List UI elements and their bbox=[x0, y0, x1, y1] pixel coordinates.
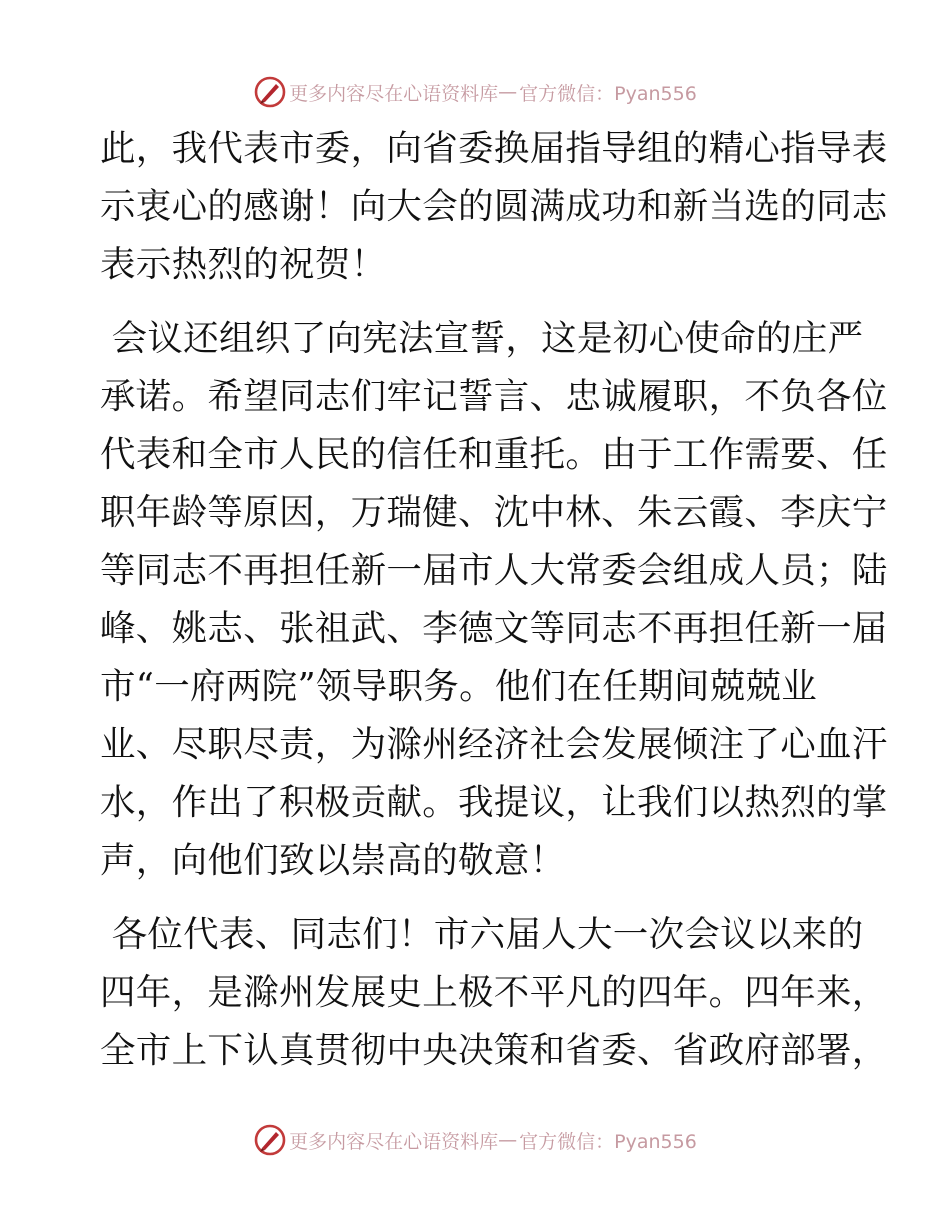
text-line: 等同志不再担任新一届市人大常委会组成人员；陆 bbox=[100, 550, 888, 591]
text-line: 此，我代表市委，向省委换届指导组的精心指导表 bbox=[100, 128, 888, 169]
banner-wechat: 官方微信：Pyan556 bbox=[519, 82, 697, 105]
text-line: 四年，是滁州发展史上极不平凡的四年。四年来， bbox=[100, 972, 888, 1013]
paragraph-2 bbox=[100, 310, 888, 890]
footer-banner bbox=[0, 1120, 950, 1160]
text-line: 声，向他们致以崇高的敬意！ bbox=[100, 840, 566, 881]
text-line: 会议还组织了向宪法宣誓，这是初心使命的庄严 bbox=[100, 318, 864, 359]
banner-site-name: 更多内容尽在心语资料库 bbox=[289, 82, 499, 105]
header-banner bbox=[0, 72, 950, 112]
document-body bbox=[100, 120, 888, 1080]
text-line: 代表和全市人民的信任和重托。由于工作需要、任 bbox=[100, 434, 888, 475]
banner-site-name: 更多内容尽在心语资料库 bbox=[289, 1130, 499, 1153]
text-line: 峰、姚志、张祖武、李德文等同志不再担任新一届 bbox=[100, 608, 888, 649]
text-line: 市“一府两院”领导职务。他们在任期间兢兢业 bbox=[100, 666, 818, 707]
pen-logo-icon bbox=[253, 75, 287, 109]
text-line: 示衷心的感谢！向大会的圆满成功和新当选的同志 bbox=[100, 186, 888, 227]
paragraph-3 bbox=[100, 906, 888, 1080]
text-line: 各位代表、同志们！市六届人大一次会议以来的 bbox=[100, 914, 864, 955]
text-line: 水，作出了积极贡献。我提议，让我们以热烈的掌 bbox=[100, 782, 888, 823]
banner-dash: — bbox=[498, 81, 518, 103]
banner-dash: — bbox=[498, 1129, 518, 1151]
text-line: 承诺。希望同志们牢记誓言、忠诚履职，不负各位 bbox=[100, 376, 888, 417]
text-line: 业、尽职尽责，为滁州经济社会发展倾注了心血汗 bbox=[100, 724, 888, 765]
pen-logo-icon bbox=[253, 1123, 287, 1157]
paragraph-1 bbox=[100, 120, 888, 294]
text-line: 职年龄等原因，万瑞健、沈中林、朱云霞、李庆宁 bbox=[100, 492, 888, 533]
text-line: 全市上下认真贯彻中央决策和省委、省政府部署， bbox=[100, 1030, 888, 1071]
text-line: 表示热烈的祝贺！ bbox=[100, 244, 387, 285]
banner-wechat: 官方微信：Pyan556 bbox=[519, 1130, 697, 1153]
